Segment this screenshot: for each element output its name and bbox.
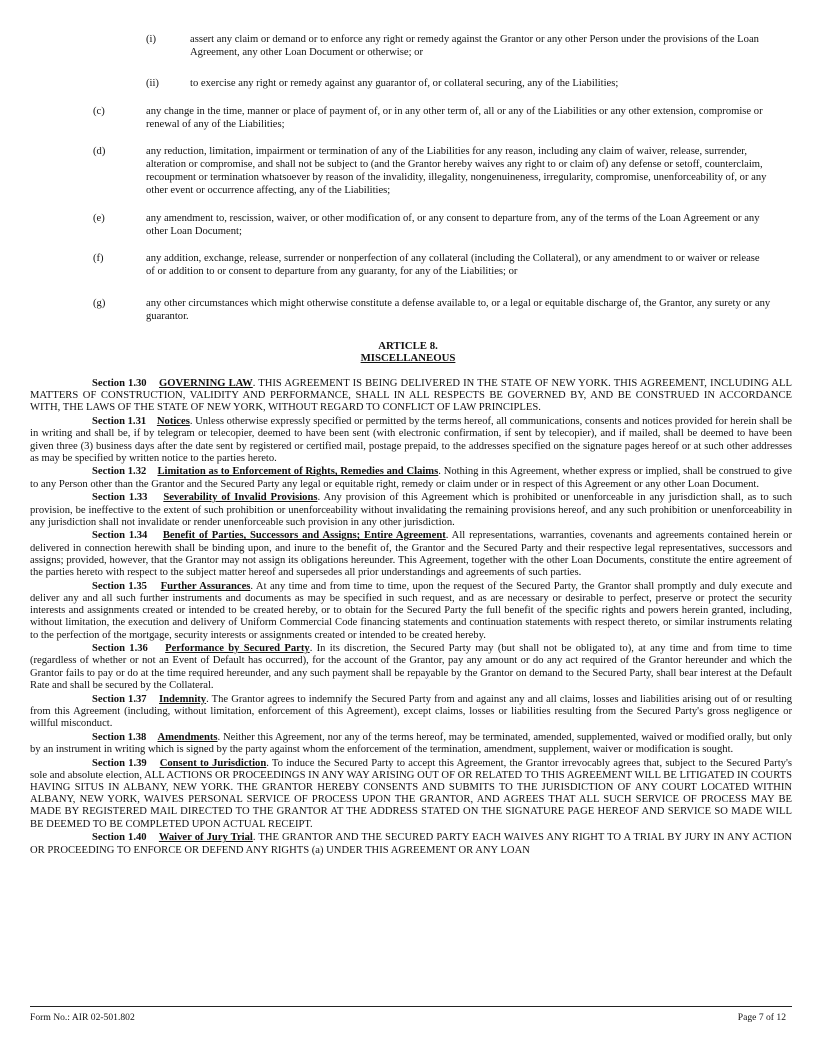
section-number: Section 1.34	[92, 530, 148, 542]
section-number: Section 1.32	[92, 466, 147, 478]
clause-text: any reduction, limitation, impairment or termination of any of the Liabilities for any reason, including any claim of waiver, release, surrender, alteration or compromise, and shall not be subject to (and the Grantor hereby waives any right to or claim of) any defense or setoff, counterclaim, recoupment or termination whatsoever by reason of the invalidity, illegality, nongenuineness, irregularity, compromise, unenforceability of, or any other event or occurrence affecting, any of the Liabilities;	[146, 146, 767, 196]
section-notices	[30, 416, 792, 465]
clause-letter: (g)	[93, 298, 106, 309]
clause-text: any amendment to, rescission, waiver, or other modification of, or any consent to departure from, any of the terms of the Loan Agreement or any other Loan Document;	[146, 213, 760, 237]
sections-body	[30, 378, 792, 858]
clause-text: assert any claim or demand or to enforce any right or remedy against the Grantor or any other Person under the provisions of the Loan Agreement, any other Loan Document or otherwise; or	[190, 34, 759, 58]
article-heading	[0, 340, 816, 364]
section-title: Notices	[156, 416, 190, 428]
section-text: . THIS AGREEMENT IS BEING DELIVERED IN THE STATE OF NEW YORK. THIS AGREEMENT, INCLUDING ALL MATTERS OF CONSTRUCTION, VALIDITY AND PERFORMANCE, SHALL IN ALL RESPECTS BE GOVERNED BY, AND BE CONSTRUED IN ACCORDANCE WITH, THE LAWS OF THE STATE OF NEW YORK, WITHOUT REGARD TO CONFLICT OF LAW PRINCIPLES.	[30, 378, 792, 414]
section-number: Section 1.30	[92, 378, 147, 389]
clause-text: any other circumstances which might otherwise constitute a defense available to, or a legal or equitable discharge of, the Grantor, any surety or any guarantor.	[146, 298, 771, 322]
section-title: Amendments	[157, 731, 218, 743]
section-title: Limitation as to Enforcement of Rights, Remedies and Claims	[157, 466, 439, 478]
clause-text: any change in the time, manner or place of payment of, or in any other term of, all or any of the Liabilities or any other extension, compromise or renewal of any of the Liabilities;	[146, 106, 763, 130]
clause-text: to exercise any right or remedy against any guarantor of, or collateral securing, any of the Liabilities;	[190, 78, 619, 89]
section-number: Section 1.35	[92, 580, 147, 592]
page-number: Page 7 of 12	[737, 1012, 786, 1023]
section-text: . The Grantor agrees to indemnify the Secured Party from and against any and all claims, losses and liabilities arising out of or resulting from this Agreement (including, without limitation, enforcement of this Agreement), except claims, losses or liabilities resulting from the Secured Party's gross negligence or willful misconduct.	[30, 693, 792, 729]
section-jurisdiction	[30, 758, 792, 831]
section-text: . At any time and from time to time, upon the request of the Secured Party, the Grantor shall promptly and duly execute and deliver any and all such further instruments and documents as may be specified in such request, and as are necessary or desirable to perfect, preserve or protect the security interests and assignments created or intended to be created hereby, or to obtain for the Secured Party the full benefit of the specific rights and powers herein granted, including, without limitation, the execution and delivery of Uniform Commercial Code financing statements and continuation statements with respect thereto, or similar instruments relating to the perfection of the mortgage, security interests or assignments created or intended to be created hereby.	[30, 580, 792, 641]
section-amendments	[30, 732, 792, 756]
section-severability	[30, 492, 792, 529]
section-title: Waiver of Jury Trial	[158, 832, 253, 844]
section-benefit-of-parties	[30, 530, 792, 579]
section-further-assurances	[30, 581, 792, 642]
section-number: Section 1.37	[92, 693, 147, 705]
section-title: Performance by Secured Party	[165, 643, 310, 655]
form-number: Form No.: AIR 02-501.802	[30, 1012, 135, 1023]
section-number: Section 1.31	[92, 416, 147, 428]
section-title: GOVERNING LAW	[158, 378, 253, 389]
article-title: MISCELLANEOUS	[360, 352, 456, 364]
section-title: Further Assurances	[160, 580, 251, 592]
section-text: . To induce the Secured Party to accept this Agreement, the Grantor irrevocably agrees that, subject to the Secured Party's sole and absolute election, ALL ACTIONS OR PROCEEDINGS IN ANY WAY ARISING OUT OF OR RELATED TO THIS AGREEMENT WILL BE LITIGATED IN COURTS HAVING SITUS IN ALBANY, NEW YORK. THE GRANTOR HEREBY CONSENTS AND SUBMITS TO THE JURISDICTION OF ANY COURT LOCATED WITHIN ALBANY, NEW YORK, WAIVES PERSONAL SERVICE OF PROCESS UPON THE GRANTOR, AND AGREES THAT ALL SUCH SERVICE OF PROCESS MAY BE MADE BY REGISTERED MAIL DIRECTED TO THE GRANTOR AT THE ADDRESS STATED ON THE SIGNATURE PAGE HEREOF AND SERVICE SO MADE WILL BE DEEMED TO BE COMPLETED UPON ACTUAL RECEIPT.	[30, 757, 792, 830]
section-indemnity	[30, 694, 792, 731]
section-title: Benefit of Parties, Successors and Assigns; Entire Agreement	[162, 530, 446, 542]
section-text: . Unless otherwise expressly specified or permitted by the terms hereof, all communications, consents and notices provided for herein shall be in writing and shall be, if by telegram or telecopier, deemed to have been sent (with electronic confirmation, if sent by telecopier), and if mailed, shall be deemed to have been given three (3) business days after the date sent by registered or certified mail, postage prepaid, to the addresses specified on the signature pages hereof or at such other addresses as may be specified by written notice to the parties hereto.	[30, 416, 792, 464]
section-limitation	[30, 466, 792, 490]
section-title: Severability of Invalid Provisions	[163, 492, 318, 504]
section-number: Section 1.36	[92, 643, 148, 655]
section-number: Section 1.33	[92, 492, 148, 504]
clause-text: any addition, exchange, release, surrender or nonperfection of any collateral (including the Collateral), or any amendment to or waiver or release of or addition to or consent to departure from any guaranty, for any of the Liabilities; or	[146, 253, 760, 277]
section-text: . THE GRANTOR AND THE SECURED PARTY EACH WAIVES ANY RIGHT TO A TRIAL BY JURY IN ANY ACTION OR PROCEEDING TO ENFORCE OR DEFEND ANY RIGHTS (a) UNDER THIS AGREEMENT OR ANY LOAN	[30, 832, 793, 856]
section-performance	[30, 643, 792, 692]
clause-number: (i)	[146, 34, 156, 45]
clause-letter: (d)	[93, 146, 106, 157]
section-text: . Nothing in this Agreement, whether express or implied, shall be construed to give to any Person other than the Grantor and the Secured Party any legal or equitable right, remedy or claim under or in respect of this Agreement or any other Loan Document.	[30, 466, 792, 490]
section-text: . Neither this Agreement, nor any of the terms hereof, may be terminated, amended, supplemented, waived or modified orally, but only by an instrument in writing which is signed by the party against whom the enforcement of the termination, amendment, supplement, waiver or modification is sought.	[30, 731, 793, 755]
article-number: ARTICLE 8.	[378, 340, 438, 352]
section-number: Section 1.38	[92, 731, 147, 743]
section-number: Section 1.40	[92, 832, 147, 844]
section-title: Indemnity	[159, 693, 207, 705]
section-jury-waiver	[30, 832, 792, 856]
section-text: . In its discretion, the Secured Party may (but shall not be obligated to), at any time and from time to time (regardless of whether or not an Event of Default has occurred), for the account of the Grantor, pay any amount or do any act required of the Grantor hereunder and which the Grantor fails to pay or do at the time required hereunder, and any such payment shall be repayable by the Grantor on demand to the Secured Party, shall bear interest at the Default Rate and shall be secured by the Collateral.	[30, 643, 792, 691]
footer-divider	[30, 1006, 792, 1007]
section-title: Consent to Jurisdiction	[159, 757, 267, 769]
section-text: . Any provision of this Agreement which is prohibited or unenforceable in any jurisdiction shall, as to such provision, be ineffective to the extent of such prohibition or unenforceability without invalidating the remaining provisions hereof, and any such prohibition or unenforceability in any jurisdiction shall not invalidate or render unenforceable such provision in any other jurisdiction.	[30, 492, 793, 528]
section-text: . All representations, warranties, covenants and agreements contained herein or delivered in connection herewith shall be binding upon, and inure to the benefit of, the Grantor and the Secured Party and their respective legal representatives, successors and assigns; provided, however, that the Grantor may not assign its obligations hereunder. This Agreement, together with the other Loan Documents, constitute the entire agreement of the parties hereto with respect to the subject matter hereof and supersedes all prior understandings and agreements of such parties.	[30, 530, 793, 579]
clause-letter: (e)	[93, 213, 105, 224]
section-governing-law	[30, 378, 792, 415]
clause-letter: (c)	[93, 106, 105, 117]
clause-letter: (f)	[93, 253, 104, 264]
clause-number: (ii)	[146, 78, 159, 89]
section-number: Section 1.39	[92, 757, 147, 769]
